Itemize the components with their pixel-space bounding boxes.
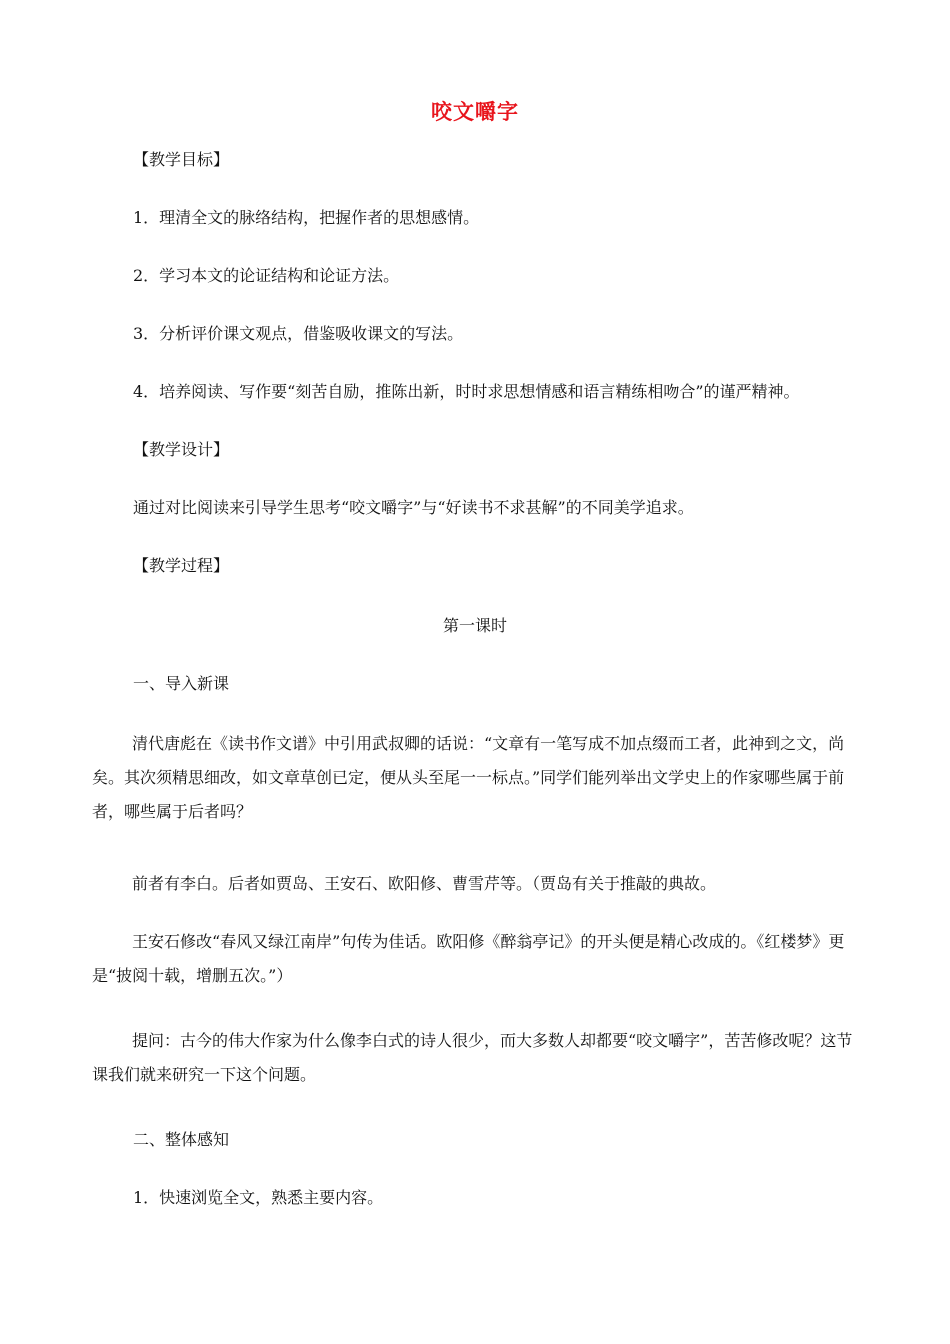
intro-paragraph-3: 王安石修改“春风又绿江南岸”句传为佳话。欧阳修《醉翁亭记》的开头便是精心改成的。《红楼梦》更是“披阅十载，增删五次。”） [92,932,845,985]
goal-item-1: 1．理清全文的脉络结构，把握作者的思想感情。 [133,208,480,227]
heading-teaching-process: 【教学过程】 [133,556,230,575]
goal-item-2: 2．学习本文的论证结构和论证方法。 [133,266,400,285]
part1-heading: 一、导入新课 [133,674,230,693]
intro-paragraph-4: 提问：古今的伟大作家为什么像李白式的诗人很少，而大多数人却都要“咬文嚼字”，苦苦修改呢？这节课我们就来研究一下这个问题。 [92,1031,853,1084]
heading-teaching-goals: 【教学目标】 [133,150,230,169]
intro-paragraph-1: 清代唐彪在《读书作文谱》中引用武叔卿的话说：“文章有一笔写成不加点缀而工者，此神到之文，尚矣。其次须精思细改，如文章草创已定，便从头至尾一一标点。”同学们能列举出文学史上的作家哪些属于前者，哪些属于后者吗？ [92,734,845,821]
document-title: 咬文嚼字 [431,100,519,124]
lesson-label: 第一课时 [442,616,507,635]
part2-item-1: 1．快速浏览全文，熟悉主要内容。 [133,1188,384,1207]
goal-item-4: 4．培养阅读、写作要“刻苦自励，推陈出新，时时求思想情感和语言精练相吻合”的谨严精神。 [133,382,800,401]
part2-heading: 二、整体感知 [133,1130,230,1149]
goal-item-3: 3．分析评价课文观点，借鉴吸收课文的写法。 [133,324,464,343]
heading-teaching-design: 【教学设计】 [133,440,230,459]
intro-paragraph-2: 前者有李白。后者如贾岛、王安石、欧阳修、曹雪芹等。（贾岛有关于推敲的典故。 [132,874,717,893]
design-text: 通过对比阅读来引导学生思考“咬文嚼字”与“好读书不求甚解”的不同美学追求。 [133,498,694,517]
